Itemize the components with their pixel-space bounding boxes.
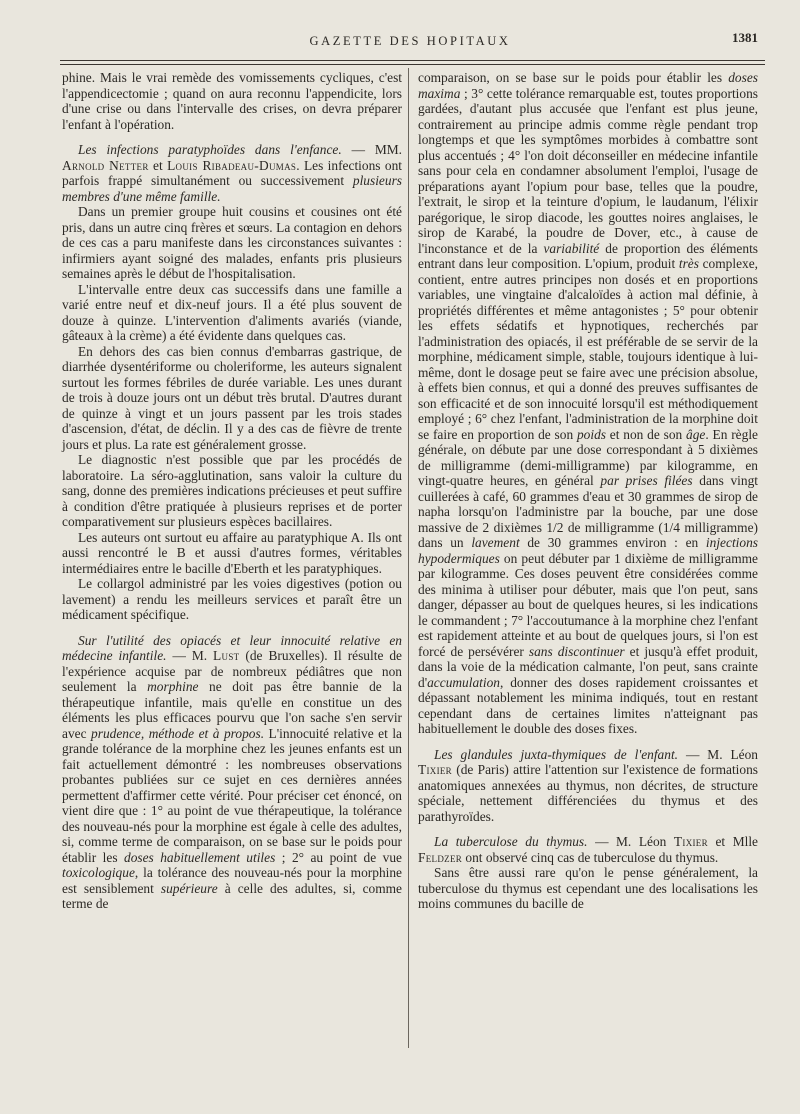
text: L'innocuité relative et la grande tolérance de la morphine chez les jeunes enfants est un fait actuellement démontré : les nombreuses observations probantes publiées sur ce sujet en ces dernières années permettent d'affirmer cette vérité. Pour préciser cet énoncé, on vient dire que : 1° au point de vue thérapeutique, la tolérance des nouveau-nés pour la morphine est égale à celle des adultes, si, comme terme de comparaison, on se base sur le poids pour établir les [62,725,402,865]
author-name: Feldzer [418,849,463,865]
author-name: Louis Ribadeau-Dumas [167,157,297,173]
text: complexe, contient, entre autres principes non dosés et en proportions variables, une vingtaine d'alcaloïdes à action mal définie, à propriétés différentes et même antagonistes ; 5° pour obtenir les effets sédatifs et hypnotiques, recherchés par l'administration des opiacés, il est préférable de se servir de la morphine, médicament simple, stable, toujours identique à lui-même, dont le dosage peut se faire avec une précision absolue, à effets bien connus, et qui a donné des preuves suffisantes de son efficacité et de son innocuité lorsqu'il est méthodiquement employé ; 6° chez l'enfant, l'administration de la morphine doit se faire en proportion de son [418,256,759,442]
paragraph: L'intervalle entre deux cas successifs dans une famille a varié entre neuf et dix-neuf jours. Il a été plus souvent de douze à quinze. L'intervention d'aliments avariés (viande, gâteaux à la crème) a été évidente dans quelques cas. [62,281,402,343]
section-infections-paratyphoides [62,142,402,204]
section-opiaces [62,633,402,912]
text: à celle des adultes, si, comme terme de [62,880,402,911]
paragraph: phine. Mais le vrai remède des vomissements cycliques, c'est l'appendicectomie ; quand on aura reconnu l'appendicite, lors d'une crise ou dans l'intervalle des crises, on devra préparer l'enfant à l'opération. [62,70,402,132]
text: de 30 grammes environ : en [519,535,706,550]
emphasis: doses maxima [418,70,758,101]
author-name: Arnold Netter [62,157,149,173]
emphasis: plusieurs membres d'une même famille. [62,173,402,204]
header-rule [60,60,765,61]
author-name: Tixier [673,834,708,849]
emphasis: poids [576,426,606,442]
section-title: La tuberculose du thymus. [434,834,588,849]
paragraph: Les auteurs ont surtout eu affaire au paratyphique A. Ils ont aussi rencontré le B et aussi d'autres formes, véritables intermédiaires entre le bacille d'Eberth et les paratyphiques. [62,529,402,576]
paragraph: Le collargol administré par les voies digestives (potion ou lavement) a rendu les meilleurs services et paraît être un médicament spécifique. [62,576,402,622]
paragraph: Sans être aussi rare qu'on le pense généralement, la tuberculose du thymus est cependant une des localisations les moins communes du bacille de [418,865,758,911]
text: ; 2° au point de vue [275,849,402,865]
section-glandules [418,747,758,825]
emphasis: très [678,256,699,271]
text: et jusqu'à effet produit, dans la voie de la médication calmante, l'on peut, sans crainte d' [418,643,758,690]
right-column [418,70,758,912]
text: ; 3° cette tolérance remarquable est, toutes proportions gardées, d'autant plus accusée que l'enfant est plus jeune, contrairement au principe admis comme règle pendant trop longtemps et que les symptômes morbides à combattre sont plus accentués ; 4° l'on doit déconseiller en médecine infantile sans pour cela en condamner absolument l'emploi, l'usage de préparations ayant l'opium pour base, telles que la poudre, l'extrait, le sirop et la teinture d'opium, le laudanum, l'élixir parégorique, le sirop diacode, les gouttes noires anglaises, le sirop de Karabé, la poudre de Dover, etc., à cause de l'inconstance et de la [418,85,758,256]
paragraph-continued [418,70,758,737]
emphasis: doses habituellement utiles [124,849,276,865]
text: — M. Léon [587,834,674,849]
author-name: Lust [213,648,240,663]
text: , la tolérance des nouveau-nés pour la morphine est sensiblement [62,865,402,896]
text: . En règle générale, on débute par une dose correspondant à 5 dixièmes de milligramme (demi-milligramme) par kilogramme, en vingt-quatre heures, en général [418,426,758,488]
section-title: Sur l'utilité des opiacés et leur innocuité relative en médecine infantile. [62,632,402,663]
author-name: Tixier [418,762,452,777]
page-header [60,28,760,58]
section-title: Les infections paratyphoïdes dans l'enfance. [78,142,342,157]
text: on peut débuter par 1 dixième de milligramme par kilogramme. Ces doses peuvent être considérées comme des minima à utiliser pour débuter, mais que l'on peut, sans danger, dépasser au bout de quelques heures, si les indications le commandent ; 7° l'accoutumance à la morphine chez l'enfant est rapidement atteinte et au bout de quelques jours, si l'on est forcé de persévérer [418,550,758,659]
text: et Mlle [707,834,758,849]
text: , donner des doses rapidement croissantes et dépassant notablement les minima indiqués, tout en restant cependant dans de certaines limites n'atteignant pas habituellement le double des doses fixes. [418,674,758,736]
emphasis: lavement [471,535,520,550]
text: de proportion des éléments entrant dans leur composition. L'opium, produit [418,240,758,271]
left-column [62,70,402,912]
emphasis: accumulation [427,674,500,690]
page-number: 1381 [732,30,758,45]
text: — MM. [341,142,403,157]
column-divider [408,68,409,1048]
emphasis: prudence, méthode et à propos. [91,725,265,741]
section-tuberculose-thymus [418,834,758,865]
text: (de Paris) attire l'attention sur l'existence de formations anatomiques annexées au thymus, non décrites, de structure spéciale, nettement différenciées du thymus et des parathyroïdes. [418,762,758,824]
paragraph: Le diagnostic n'est possible que par les procédés de laboratoire. La séro-agglutination, sans valoir la culture du sang, donne des premières indications précieuses et peut suffire à condition d'être pratiquée à plusieurs reprises et de porter comparativement sur plusieurs espèces bacillaires. [62,452,402,529]
header-rule-thin [60,64,765,65]
section-title: Les glandules juxta-thymiques de l'enfant. [434,746,679,762]
text: comparaison, on se base sur le poids pour établir les [418,70,729,85]
emphasis: morphine [147,679,199,694]
text: et [148,157,168,173]
emphasis: toxicologique [62,865,135,880]
text: — M. [166,648,214,663]
emphasis: âge [686,426,706,442]
text: et non de son [605,426,687,442]
emphasis: sans discontinuer [528,643,625,659]
emphasis: par prises filées [600,473,693,488]
emphasis: variabilité [543,240,600,256]
paragraph: En dehors des cas bien connus d'embarras gastrique, de diarrhée dysentériforme ou choleriforme, les auteurs signalent surtout les formes fébriles de durée variable. Les unes durant de trois à douze jours ont un début très brutal. D'autres durant de quinze à vingt et un jours passent par les trois stades d'ascension, d'état, de déclin. Il y a des cas de fièvre de trente jours et plus. La rate est généralement grosse. [62,343,402,452]
emphasis: injections hypodermiques [418,535,758,566]
text: . Les infections ont parfois frappé simultanément ou successivement [62,157,402,188]
emphasis: supérieure [160,880,218,896]
text: ne doit pas être bannie de la thérapeutique infantile, mais qu'elle en constitue un des éléments les plus efficaces pourvu que l'on sache s'en servir avec [62,679,402,741]
text: dans vingt cuillerées à café, 60 grammes d'eau et 30 grammes de sirop de napha lorsqu'on l'administre par la bouche, par une dose massive de 2 dixièmes 1/2 de milligramme (1/4 milligramme) dans un [418,473,758,550]
paragraph: Dans un premier groupe huit cousins et cousines ont été pris, dans un autre cinq frères et sœurs. La contagion en dehors de ces cas a paru manifeste dans les circonstances suivantes : infirmiers ayant soigné des malades, enfants pris plusieurs semaines après le début de l'hospitalisation. [62,204,402,281]
running-title: GAZETTE DES HOPITAUX [309,34,511,48]
text: ont observé cinq cas de tuberculose du thymus. [462,849,719,865]
text: (de Bruxelles). Il résulte de l'expérience acquise par de nombreux pédiâtres que non seulement la [62,648,402,694]
text: — M. Léon [678,746,758,762]
